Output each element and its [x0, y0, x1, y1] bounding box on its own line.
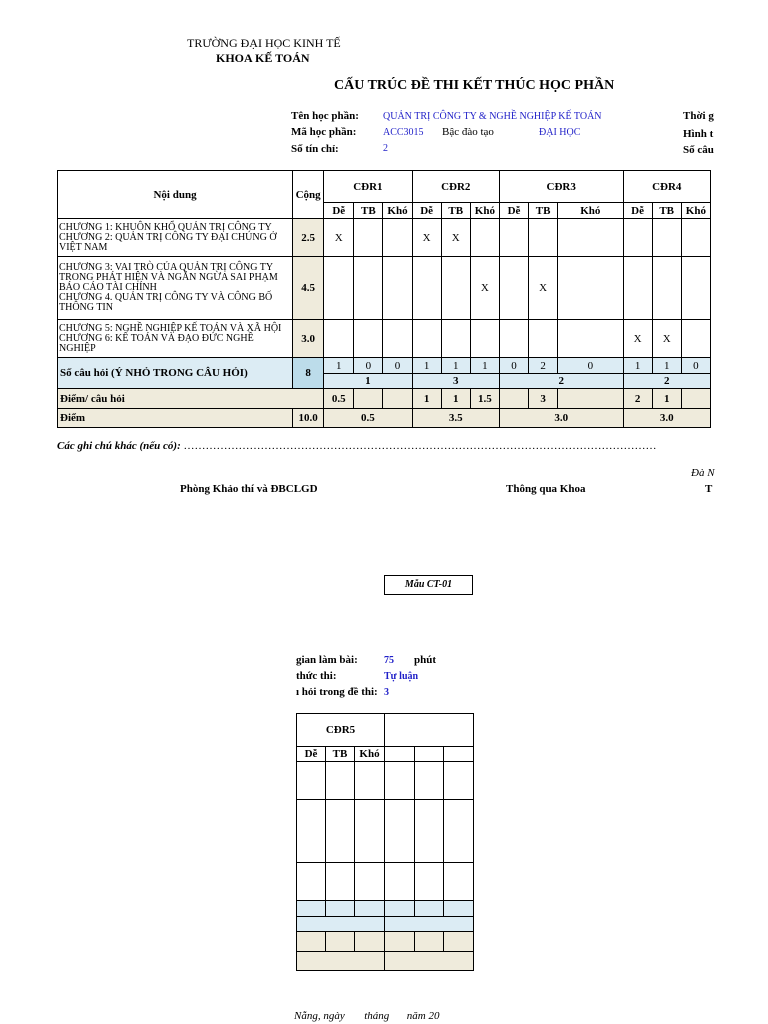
mark-cell: X: [529, 257, 558, 320]
university-name: TRƯỜNG ĐẠI HỌC KINH TẾ: [187, 36, 341, 50]
empty-cell: [385, 800, 415, 863]
chapter-total: 4.5: [293, 257, 324, 320]
header-content: Nội dung: [58, 171, 293, 219]
q-count-cell: 2: [529, 358, 558, 374]
chapter-row: [58, 219, 711, 257]
empty-cell: [355, 932, 385, 952]
mark-cell: [558, 219, 623, 257]
footer-date-day: Nẵng, ngày: [294, 1010, 345, 1022]
empty-cell: [415, 762, 444, 800]
level-hard: Khó: [470, 203, 499, 219]
ppq-cell: [558, 389, 623, 409]
form-code-box: Mẫu CT-01: [384, 575, 473, 595]
q-count-cell: 0: [558, 358, 623, 374]
empty-cell: [326, 800, 355, 863]
q-group-cell: 3: [412, 374, 499, 389]
level-easy: Dễ: [324, 203, 354, 219]
chapter-total: 2.5: [293, 219, 324, 257]
ppq-cell: [354, 389, 383, 409]
course-code-value: ACC3015: [383, 127, 424, 138]
mark-cell: [324, 257, 354, 320]
empty-cell: [385, 917, 474, 932]
mark-cell: X: [652, 320, 681, 358]
mark-cell: [354, 257, 383, 320]
question-count-label: Số câu hỏi (Ý NHỎ TRONG CÂU HỎI): [58, 358, 293, 389]
empty-cell: [415, 747, 444, 762]
chapter-text: CHƯƠNG 3: VAI TRÒ CỦA QUẢN TRỊ CÔNG TY TRONG PHÁT HIỆN VÀ NGĂN NGỪA SAI PHẠM BÁO CÁO TÀI CHÍNH CHƯƠNG 4. QUẢN TRỊ CÔNG TY VÀ CÔNG BỐ THÔNG TIN: [58, 257, 293, 320]
mark-cell: [681, 320, 710, 358]
level-medium: TB: [529, 203, 558, 219]
q-count-cell: 0: [354, 358, 383, 374]
ppq-cell: 1: [412, 389, 441, 409]
empty-cell: [297, 932, 326, 952]
level-hard: Khó: [681, 203, 710, 219]
level-easy: Dễ: [623, 203, 652, 219]
score-group-cell: 0.5: [324, 409, 412, 428]
chapter-row: [58, 257, 711, 320]
mark-cell: [354, 320, 383, 358]
footer-date: [294, 1010, 440, 1022]
mark-cell: X: [412, 219, 441, 257]
empty-cell: [385, 952, 474, 971]
chapter-total: 3.0: [293, 320, 324, 358]
mark-cell: [681, 219, 710, 257]
score-label: Điểm: [58, 409, 293, 428]
notes-label: Các ghi chú khác (nếu có):: [57, 440, 181, 452]
mark-cell: [383, 219, 412, 257]
mark-cell: [529, 219, 558, 257]
ppq-cell: 0.5: [324, 389, 354, 409]
level-hard: Khó: [383, 203, 412, 219]
question-count-value: 3: [384, 687, 389, 698]
empty-cell: [444, 863, 474, 901]
course-name-label: Tên học phần:: [291, 110, 359, 122]
q-count-cell: 1: [470, 358, 499, 374]
mark-cell: [499, 320, 528, 358]
date-place-cut: Đà N: [691, 467, 715, 479]
mark-cell: [652, 257, 681, 320]
level-value: ĐẠI HỌC: [539, 127, 581, 138]
empty-cell: [444, 800, 474, 863]
empty-cell: [355, 762, 385, 800]
q-group-cell: 1: [324, 374, 412, 389]
empty-cell: [444, 747, 474, 762]
question-count-label-cut: Số câu: [683, 144, 714, 156]
mark-cell: [470, 219, 499, 257]
empty-cell: [297, 952, 385, 971]
empty-cell: [326, 762, 355, 800]
empty-cell: [415, 932, 444, 952]
ppq-cell: [681, 389, 710, 409]
faculty-approval-signature: Thông qua Khoa: [506, 483, 586, 495]
exam-office-signature: Phòng Khảo thí và ĐBCLGD: [180, 483, 318, 495]
empty-cell: [444, 762, 474, 800]
level-hard: Khó: [558, 203, 623, 219]
level-easy: Dễ: [412, 203, 441, 219]
mark-cell: [623, 257, 652, 320]
score-group-cell: 3.0: [623, 409, 711, 428]
exam-form-value: Tự luận: [384, 671, 419, 682]
ppq-cell: 1.5: [470, 389, 499, 409]
q-count-cell: 1: [412, 358, 441, 374]
empty-cell: [444, 901, 474, 917]
exam-time-value: 75: [384, 655, 394, 666]
question-count-label2: ı hỏi trong đề thi:: [296, 686, 378, 698]
mark-cell: X: [623, 320, 652, 358]
empty-cell: [415, 901, 444, 917]
footer-date-year: năm 20: [406, 1010, 440, 1022]
mark-cell: [558, 320, 623, 358]
empty-cell: [297, 800, 326, 863]
empty-cell: [326, 932, 355, 952]
level-medium: TB: [441, 203, 470, 219]
question-count-total: 8: [293, 358, 324, 389]
empty-cell: [355, 901, 385, 917]
empty-cell: [326, 863, 355, 901]
exam-time-label-cut: Thời g: [683, 110, 714, 122]
empty-cell: [355, 863, 385, 901]
q-count-cell: 0: [383, 358, 412, 374]
empty-cell: [326, 901, 355, 917]
ppq-cell: 1: [652, 389, 681, 409]
empty-cell: [385, 762, 415, 800]
score-group-cell: 3.5: [412, 409, 499, 428]
ppq-cell: 3: [529, 389, 558, 409]
q-group-cell: 2: [623, 374, 711, 389]
score-total: 10.0: [293, 409, 324, 428]
page-title: CẤU TRÚC ĐỀ THI KẾT THÚC HỌC PHẦN: [334, 78, 615, 93]
course-name-value: QUẢN TRỊ CÔNG TY & NGHỀ NGHIỆP KẾ TOÁN: [383, 111, 602, 122]
empty-cell: [297, 762, 326, 800]
level-easy: Dễ: [499, 203, 528, 219]
mark-cell: [412, 257, 441, 320]
mark-cell: X: [470, 257, 499, 320]
empty-cell: [297, 901, 326, 917]
credits-label: Số tín chỉ:: [291, 143, 339, 155]
exam-structure-table: [57, 170, 711, 428]
mark-cell: [383, 257, 412, 320]
faculty-name: KHOA KẾ TOÁN: [216, 51, 310, 65]
mark-cell: [623, 219, 652, 257]
empty-header-cell: [385, 714, 474, 747]
mark-cell: [499, 257, 528, 320]
header-clo4: CĐR4: [623, 171, 711, 203]
level-medium: TB: [354, 203, 383, 219]
mark-cell: [499, 219, 528, 257]
mark-cell: [441, 257, 470, 320]
signature-cut: T: [705, 483, 713, 495]
empty-cell: [297, 917, 385, 932]
score-group-cell: 3.0: [499, 409, 623, 428]
mark-cell: [470, 320, 499, 358]
level-medium: TB: [326, 747, 355, 762]
mark-cell: [412, 320, 441, 358]
header-clo1: CĐR1: [324, 171, 412, 203]
q-count-cell: 1: [441, 358, 470, 374]
empty-cell: [297, 863, 326, 901]
q-count-cell: 1: [623, 358, 652, 374]
mark-cell: [324, 320, 354, 358]
exam-form-label-cut: Hình t: [683, 128, 714, 140]
course-code-label: Mã học phần:: [291, 126, 357, 138]
chapter-text: CHƯƠNG 1: KHUÔN KHỔ QUẢN TRỊ CÔNG TY CHƯƠNG 2: QUẢN TRỊ CÔNG TY ĐẠI CHÚNG Ở VIỆT NAM: [58, 219, 293, 257]
header-clo2: CĐR2: [412, 171, 499, 203]
mark-cell: [652, 219, 681, 257]
exam-time-unit: phút: [414, 654, 437, 666]
chapter-row: [58, 320, 711, 358]
header-total: Cộng: [293, 171, 324, 219]
header-clo3: CĐR3: [499, 171, 623, 203]
ppq-cell: [383, 389, 412, 409]
mark-cell: [529, 320, 558, 358]
ppq-cell: 2: [623, 389, 652, 409]
header-clo5: CĐR5: [297, 714, 385, 747]
q-count-cell: 1: [324, 358, 354, 374]
level-medium: TB: [652, 203, 681, 219]
points-per-question-label: Điểm/ câu hỏi: [58, 389, 324, 409]
empty-cell: [415, 800, 444, 863]
ppq-cell: 1: [441, 389, 470, 409]
empty-cell: [355, 800, 385, 863]
empty-cell: [385, 863, 415, 901]
footer-date-month: tháng: [364, 1010, 390, 1022]
mark-cell: [441, 320, 470, 358]
mark-cell: X: [324, 219, 354, 257]
notes-dots: …………………………………………………………………………………………………………………: [183, 440, 657, 452]
empty-cell: [415, 863, 444, 901]
q-group-cell: 2: [499, 374, 623, 389]
clo5-table: [296, 713, 474, 971]
mark-cell: [354, 219, 383, 257]
credits-value: 2: [383, 143, 388, 154]
empty-cell: [385, 747, 415, 762]
mark-cell: [383, 320, 412, 358]
level-hard: Khó: [355, 747, 385, 762]
chapter-text: CHƯƠNG 5: NGHỀ NGHIỆP KẾ TOÁN VÀ XÃ HỘI CHƯƠNG 6: KẾ TOÁN VÀ ĐẠO ĐỨC NGHỀ NGHIỆP: [58, 320, 293, 358]
q-count-cell: 0: [681, 358, 710, 374]
mark-cell: X: [441, 219, 470, 257]
empty-cell: [385, 932, 415, 952]
q-count-cell: 1: [652, 358, 681, 374]
exam-form-label: thức thi:: [296, 670, 337, 682]
mark-cell: [681, 257, 710, 320]
level-label: Bậc đào tạo: [442, 126, 494, 138]
empty-cell: [385, 901, 415, 917]
exam-time-label: gian làm bài:: [296, 654, 358, 666]
mark-cell: [558, 257, 623, 320]
empty-cell: [444, 932, 474, 952]
q-count-cell: 0: [499, 358, 528, 374]
ppq-cell: [499, 389, 528, 409]
level-easy: Dễ: [297, 747, 326, 762]
